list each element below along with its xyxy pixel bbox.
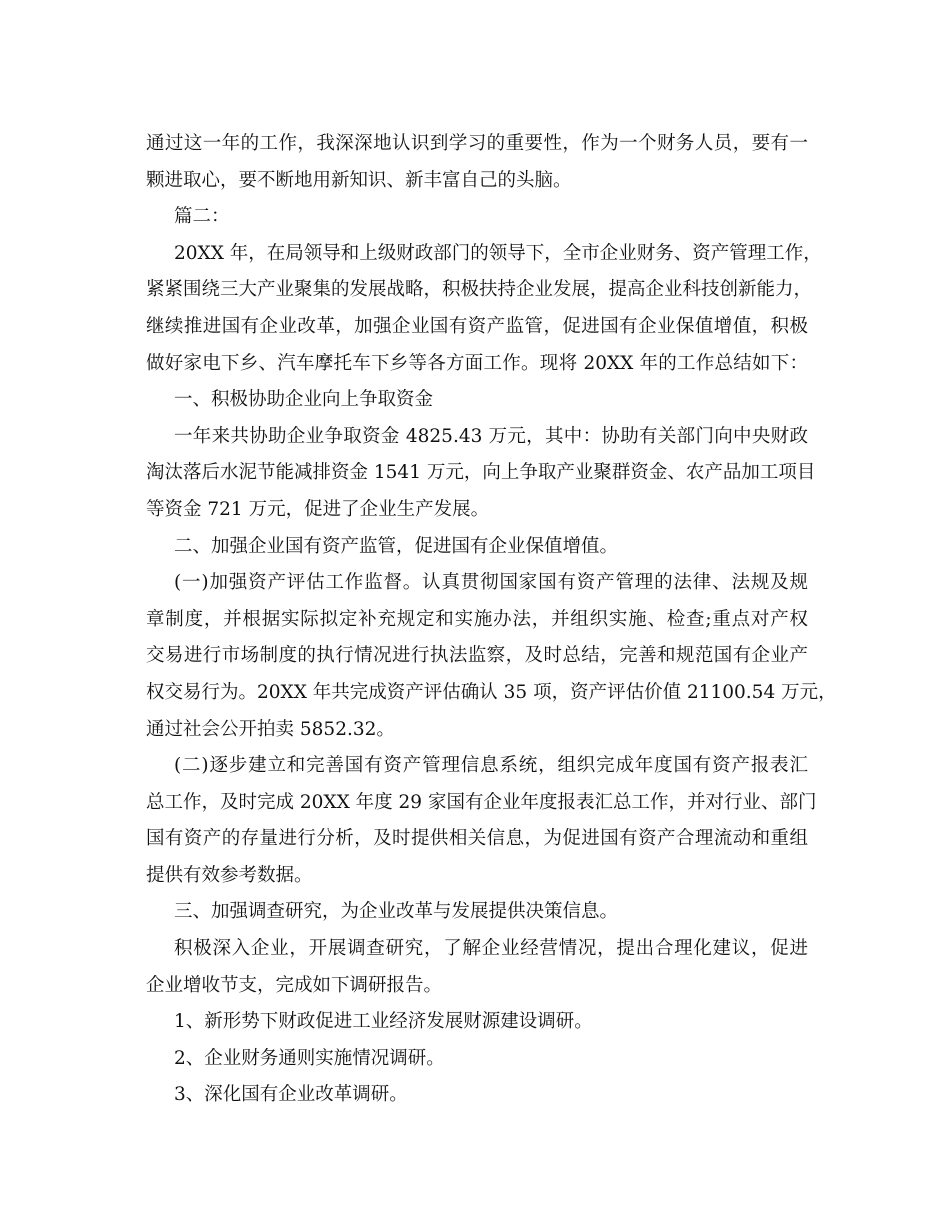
text-line: 3、深化国有企业改革调研。 bbox=[174, 1084, 408, 1106]
text-line: 2、企业财务通则实施情况调研。 bbox=[174, 1047, 445, 1069]
text-line: 二、加强企业国有资产监管，促进国有企业保值增值。 bbox=[174, 535, 619, 557]
text-line: 等资金 721 万元，促进了企业生产发展。 bbox=[146, 498, 490, 520]
text-line: 提供有效参考数据。 bbox=[146, 864, 313, 886]
text-line: 一、积极协助企业向上争取资金 bbox=[174, 389, 434, 411]
text-line: 通过这一年的工作，我深深地认识到学习的重要性，作为一个财务人员，要有一 bbox=[146, 133, 808, 154]
text-line: 紧紧围绕三大产业聚集的发展战略，积极扶持企业发展，提高企业科技创新能力， bbox=[146, 279, 813, 301]
text-line: (二)逐步建立和完善国有资产管理信息系统，组织完成年度国有资产报表汇 bbox=[174, 755, 808, 777]
text-line: 总工作，及时完成 20XX 年度 29 家国有企业年度报表汇总工作，并对行业、部门 bbox=[146, 791, 817, 813]
text-line: 淘汰落后水泥节能减排资金 1541 万元，向上争取产业聚群资金、农产品加工项目 bbox=[146, 462, 816, 484]
text-line: 1、新形势下财政促进工业经济发展财源建设调研。 bbox=[174, 1011, 593, 1033]
text-line: 一年来共协助企业争取资金 4825.43 万元，其中：协助有关部门向中央财政 bbox=[174, 425, 808, 447]
text-line: 交易进行市场制度的执行情况进行执法监察，及时总结，完善和规范国有企业产 bbox=[146, 645, 808, 667]
text-line: 三、加强调查研究，为企业改革与发展提供决策信息。 bbox=[174, 901, 619, 923]
text-line: (一)加强资产评估工作监督。认真贯彻国家国有资产管理的法律、法规及规 bbox=[174, 572, 808, 594]
text-line: 颗进取心，要不断地用新知识、新丰富自己的头脑。 bbox=[146, 169, 572, 191]
text-line: 20XX 年，在局领导和上级财政部门的领导下，全市企业财务、资产管理工作， bbox=[174, 242, 822, 264]
text-line: 章制度，并根据实际拟定补充规定和实施办法，并组织实施、检查;重点对产权 bbox=[146, 608, 808, 630]
text-line: 积极深入企业，开展调查研究，了解企业经营情况，提出合理化建议，促进 bbox=[174, 938, 808, 960]
text-line: 企业增收节支，完成如下调研报告。 bbox=[146, 974, 443, 996]
text-line: 国有资产的存量进行分析，及时提供相关信息，为促进国有资产合理流动和重组 bbox=[146, 828, 808, 850]
document-body bbox=[146, 126, 837, 1114]
text-line: 权交易行为。20XX 年共完成资产评估确认 35 项，资产评估价值 21100.54 万元， bbox=[146, 681, 837, 703]
text-line: 做好家电下乡、汽车摩托车下乡等各方面工作。现将 20XX 年的工作总结如下： bbox=[146, 352, 808, 374]
text-line: 继续推进国有企业改革，加强企业国有资产监管，促进国有企业保值增值，积极 bbox=[146, 315, 808, 337]
text-line: 篇二： bbox=[174, 206, 230, 228]
text-line: 通过社会公开拍卖 5852.32。 bbox=[146, 718, 395, 740]
